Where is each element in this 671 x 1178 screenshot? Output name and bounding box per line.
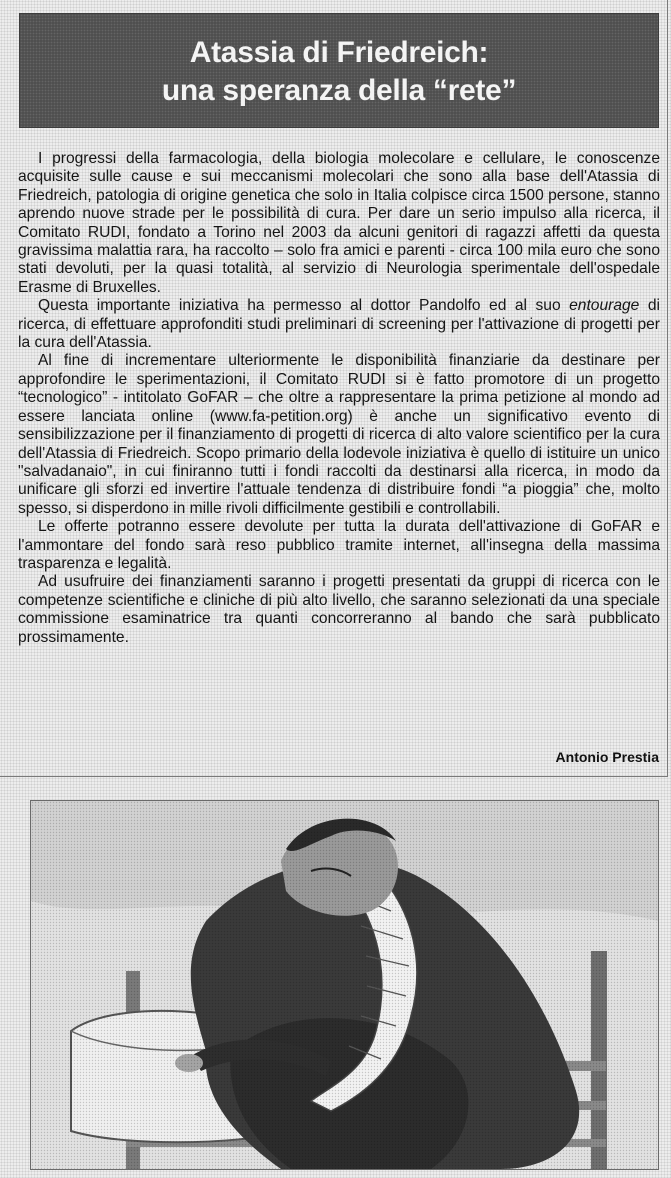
headline-line-1: Atassia di Friedreich:: [189, 36, 489, 69]
entourage-italic: entourage: [569, 297, 640, 315]
paragraph-1: I progressi della farmacologia, della biologia molecolare e cellulare, le conoscenze acquisite sulle cause e sui meccanismi molecolari che sono alla base dell'Atassia di Friedreich, patologia di origine genetica che solo in Italia colpisce circa 1500 persone, stanno aprendo nuove strade per le possibilità di cura. Per dare un serio impulso alla ricerca, il Comitato RUDI, fondato a Torino nel 2003 da alcuni genitori di ragazzi affetti da questa gravissima malattia rara, ha raccolto – solo fra amici e parenti - circa 100 mila euro che sono stati devoluti, per la quasi totalità, al servizio di Neurologia sperimentale dell'ospedale Erasme di Bruxelles.: [18, 150, 660, 296]
illustration: [30, 800, 659, 1170]
hunched-figure-drawing: [31, 801, 658, 1169]
paragraph-3: Al fine di incrementare ulteriormente le disponibilità finanziarie da destinare per approfondire le sperimentazioni, il Comitato RUDI si è fatto promotore di un progetto “tecnologico” - intitolato GoFAR – che oltre a rappresentare la prima petizione al mondo ad essere lanciata online (www.fa-petition.org) è anche un significativo evento di sensibilizzazione per il finanziamento di progetti di ricerca di alto valore scientifico per la cura dell'Atassia di Friedreich. Scopo primario della lodevole iniziativa è quello di istituire un unico "salvadanaio", in cui finiranno tutti i fondi raccolti da destinarsi alla ricerca, in modo da unificare gli sforzi ed invertire l'attuale tendenza di distribuire fondi “a pioggia” che, molto spesso, si disperdono in mille rivoli difficilmente gestibili e controllabili.: [18, 352, 660, 517]
author-byline: Antonio Prestia: [555, 749, 659, 765]
headline-box: [19, 13, 659, 128]
paragraph-4: Le offerte potranno essere devolute per tutta la durata dell'attivazione di GoFAR e l'ammontare del fondo sarà reso pubblico tramite internet, all'insegna della massima trasparenza e legalità.: [18, 518, 660, 572]
paragraph-2-end: di ricerca, di effettuare approfonditi studi preliminari di screening per l'attivazione di progetti per la cura dell'Atassia.: [18, 297, 660, 352]
headline-line-2: una speranza della “rete”: [161, 74, 517, 107]
article-body: [18, 150, 660, 647]
paragraph-2: [18, 297, 660, 352]
paragraph-2-start: Questa importante iniziativa ha permesso al dottor Pandolfo ed al suo: [38, 297, 570, 315]
paragraph-5: Ad usufruire dei finanziamenti saranno i progetti presentati da gruppi di ricerca con le competenze scientifiche e cliniche di più alto livello, che saranno selezionati da una speciale commissione esaminatrice tra quanti concorreranno al bando che sarà pubblicato prossimamente.: [18, 573, 660, 646]
